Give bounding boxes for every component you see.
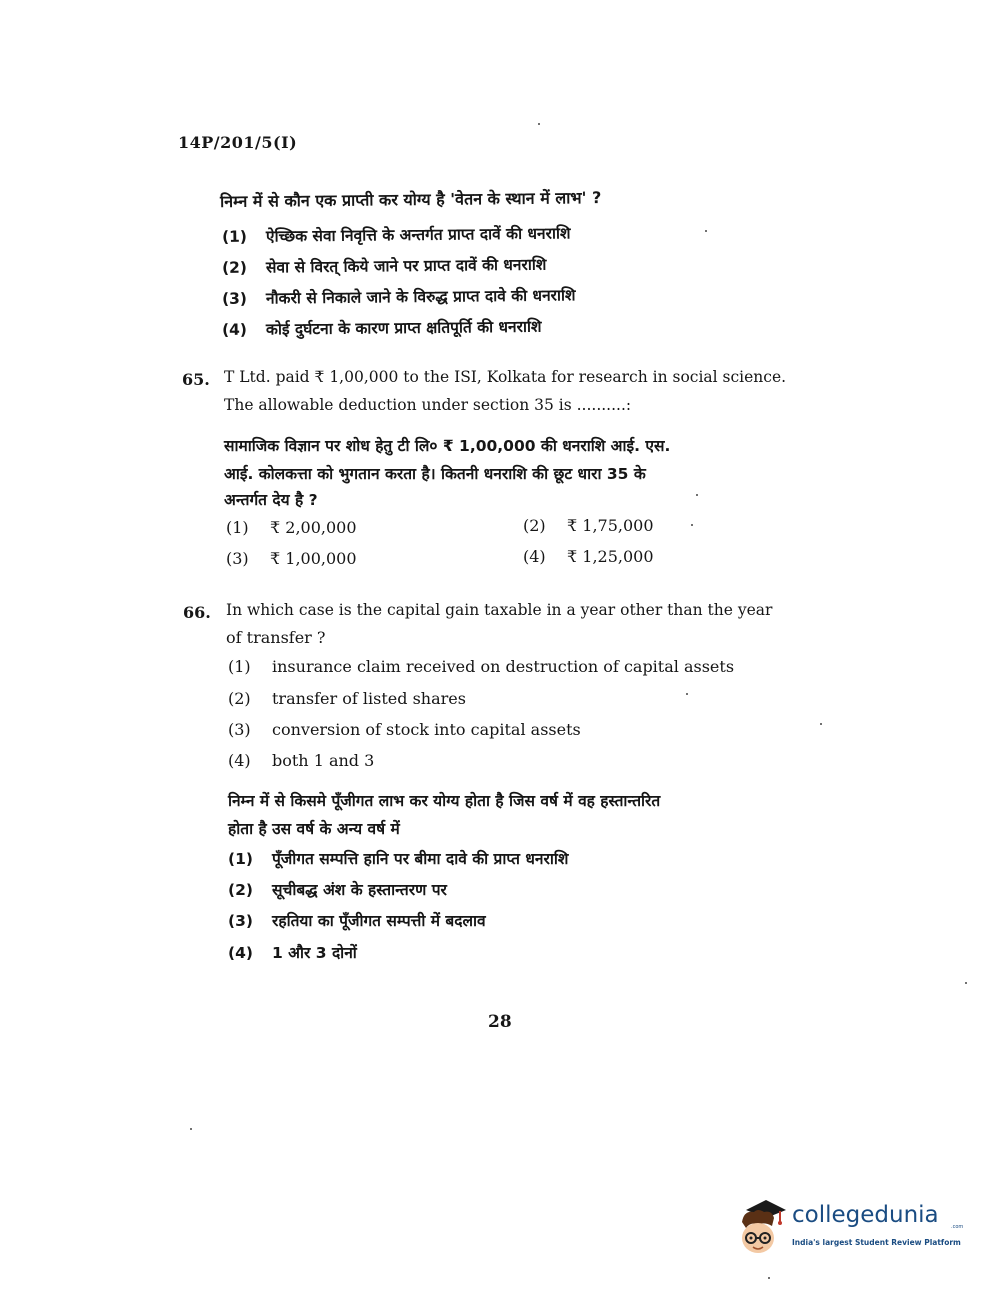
option-text: ₹ 1,00,000 — [270, 549, 357, 568]
q66-en-option-2 — [228, 689, 466, 708]
option-text: 1 और 3 दोनों — [272, 944, 357, 962]
q65-hindi-line-1: सामाजिक विज्ञान पर शोध हेतु टी लि० ₹ 1,00,000 की धनराशि आई. एस. — [224, 437, 671, 455]
option-text: both 1 and 3 — [272, 751, 375, 770]
option-number: (4) — [221, 320, 248, 339]
q66-hi-option-1 — [228, 847, 568, 869]
q66-english-line-1: In which case is the capital gain taxable in a year other than the year — [226, 601, 773, 619]
option-number: (2) — [228, 689, 251, 708]
option-text: नौकरी से निकाले जाने के विरुद्ध प्राप्त दावे की धनराशि — [265, 286, 576, 308]
collegedunia-watermark — [736, 1196, 968, 1264]
option-text: सेवा से विरत् किये जाने पर प्राप्त दावें की धनराशि — [265, 255, 547, 277]
option-text: insurance claim received on destruction of capital assets — [272, 657, 735, 676]
q64-option-1 — [222, 221, 571, 247]
q65-english-line-1: T Ltd. paid ₹ 1,00,000 to the ISI, Kolkata for research in social science. — [224, 368, 787, 386]
option-text: ₹ 1,75,000 — [567, 516, 654, 535]
option-text: transfer of listed shares — [272, 689, 466, 708]
option-number: (3) — [221, 289, 248, 308]
option-text: पूँजीगत सम्पत्ति हानि पर बीमा दावे की प्राप्त धनराशि — [272, 850, 569, 868]
q64-hindi-stem: निम्न में से कौन एक प्राप्ती कर योग्य है 'वेतन के स्थान में लाभ' ? — [219, 188, 602, 211]
option-text: ₹ 2,00,000 — [270, 518, 357, 537]
option-number: (3) — [226, 549, 249, 568]
q66-hi-option-4 — [228, 941, 357, 963]
option-number: (4) — [228, 751, 251, 770]
q65-option-1 — [226, 518, 357, 537]
q66-hindi-line-1: निम्न में से किसमे पूँजीगत लाभ कर योग्य होता है जिस वर्ष में वह हस्तान्तरित — [228, 792, 661, 810]
scan-speck — [696, 494, 698, 496]
option-text: ₹ 1,25,000 — [567, 547, 654, 566]
q66-hi-option-2 — [228, 878, 447, 900]
scan-speck — [965, 982, 967, 984]
option-number: (1) — [228, 657, 251, 676]
scan-speck — [190, 1128, 192, 1130]
q65-hindi-line-2: आई. कोलकत्ता को भुगतान करता है। कितनी धनराशि की छूट धारा 35 के — [224, 465, 646, 483]
option-text: सूचीबद्ध अंश के हस्तान्तरण पर — [272, 881, 447, 899]
option-text: रहतिया का पूँजीगत सम्पत्ती में बदलाव — [272, 912, 486, 930]
q65-number: 65. — [182, 370, 210, 389]
q66-english-line-2: of transfer ? — [226, 628, 326, 647]
scan-speck — [768, 1277, 770, 1279]
q64-option-3 — [222, 283, 576, 309]
q66-number: 66. — [183, 603, 211, 622]
scan-speck — [820, 723, 822, 725]
scan-speck — [686, 693, 688, 695]
q65-option-2 — [523, 516, 654, 535]
option-number: (3) — [228, 912, 253, 930]
option-number: (2) — [228, 881, 253, 899]
option-text: conversion of stock into capital assets — [272, 720, 581, 739]
scan-speck — [538, 123, 540, 125]
brand-suffix: .com — [951, 1224, 964, 1230]
option-number: (1) — [221, 227, 248, 246]
q66-hi-option-3 — [228, 909, 486, 931]
q65-option-4 — [523, 547, 654, 566]
q66-en-option-3 — [228, 720, 581, 739]
option-number: (4) — [523, 547, 546, 566]
q66-hindi-line-2: होता है उस वर्ष के अन्य वर्ष में — [228, 820, 400, 838]
q66-en-option-1 — [228, 657, 734, 676]
q65-english-line-2: The allowable deduction under section 35 is ..........: — [224, 396, 632, 414]
scan-speck — [691, 524, 693, 526]
q65-hindi-line-3: अन्तर्गत देय है ? — [224, 491, 318, 509]
option-number: (2) — [523, 516, 546, 535]
brand-name: collegedunia — [792, 1202, 939, 1228]
option-number: (2) — [221, 258, 248, 277]
q64-option-2 — [222, 253, 547, 278]
q65-option-3 — [226, 549, 357, 568]
option-number: (4) — [228, 944, 253, 962]
mascot-logo-icon — [736, 1196, 790, 1260]
brand-tagline: India's largest Student Review Platform — [792, 1238, 961, 1247]
scan-speck — [705, 230, 707, 232]
option-number: (1) — [228, 850, 253, 868]
option-number: (1) — [226, 518, 249, 537]
option-text: कोई दुर्घटना के कारण प्राप्त क्षतिपूर्ति की धनराशि — [265, 317, 542, 339]
q64-option-4 — [222, 315, 542, 340]
page-number: 28 — [488, 1012, 512, 1032]
paper-code: 14P/201/5(I) — [178, 133, 298, 152]
option-text: ऐच्छिक सेवा निवृत्ति के अन्तर्गत प्राप्त दावें की धनराशि — [265, 224, 571, 246]
q66-en-option-4 — [228, 751, 374, 770]
option-number: (3) — [228, 720, 251, 739]
